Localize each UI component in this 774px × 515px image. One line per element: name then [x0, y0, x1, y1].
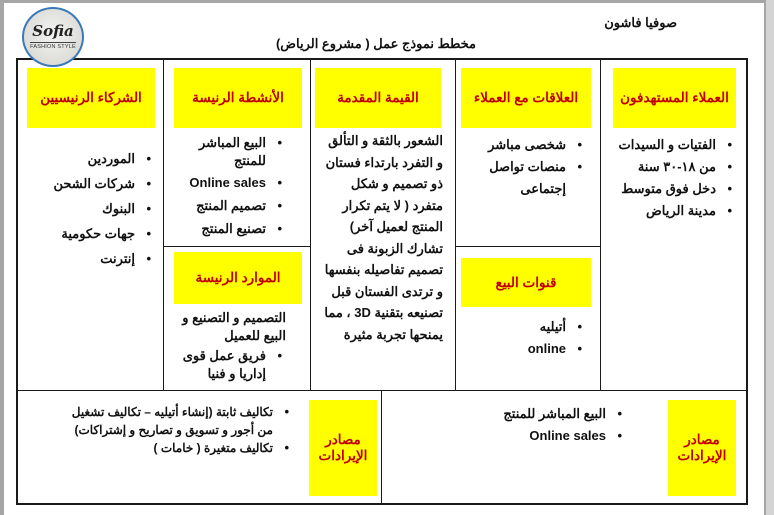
- business-model-canvas: [16, 58, 748, 505]
- key-activities-section: [164, 60, 310, 246]
- window-frame-left: [0, 0, 4, 515]
- channels-list: [476, 316, 586, 360]
- channels-header: قنوات البيع: [461, 258, 591, 307]
- company-name: صوفيا فاشون: [604, 15, 677, 30]
- page-subtitle: مخطط نموذج عمل ( مشروع الرياض): [275, 36, 476, 51]
- list-item: • شخصى مباشر: [476, 134, 586, 156]
- cost-structure-section: [18, 391, 381, 503]
- list-item: • تصنيع المنتج: [176, 220, 286, 238]
- list-item: • البيع المباشر للمنتج: [426, 403, 626, 425]
- list-item: • تصميم المنتج: [176, 197, 286, 215]
- logo-script-text: Sofia: [32, 22, 74, 40]
- list-item: • إنترنت: [30, 246, 155, 271]
- list-item: • البنوك: [30, 196, 155, 221]
- list-item: • تكاليف ثابتة (إنشاء أتيليه – تكاليف تشغيل من أجور و تسويق و تصاريح و إشتراكات): [53, 403, 293, 439]
- list-item: • من ١٨-٣٠ سنة: [608, 156, 736, 178]
- key-resources-list: [174, 347, 286, 383]
- window-frame-right: [764, 0, 774, 515]
- list-item: • online: [476, 338, 586, 360]
- key-activities-header: الأنشطة الرنيسة: [174, 68, 302, 128]
- value-proposition-text: الشعور بالثقة و التألق و التفرد بارتداء فستان ذو تصميم و شكل متفرد ( لا يتم تكرار المنتج لعميل آخر) تشارك الزبونة فى تصميم تفاصيله بنفسها و ترتدى الفستان قبل تصنيعه بتقنية 3D ، مما يمنحها تجربة مثيرة: [324, 133, 443, 342]
- list-item: • شركات الشحن: [30, 171, 155, 196]
- list-item: • فريق عمل قوى إداريا و فنيا: [174, 347, 286, 383]
- revenue-streams-header: مصادر الإيرادات: [668, 400, 736, 496]
- customer-relationships-section: [456, 60, 600, 246]
- key-resources-section: [164, 247, 310, 390]
- customer-relationships-list: [476, 134, 586, 200]
- list-item: • البيع المباشر للمنتج: [176, 134, 286, 170]
- customer-relationships-header: العلاقات مع العملاء: [461, 68, 591, 128]
- channels-section: [456, 247, 600, 390]
- list-item: • منصات تواصل إجتماعى: [476, 156, 586, 200]
- list-item: • Online sales: [426, 425, 626, 447]
- key-partners-header: الشركاء الرنيسيين: [27, 68, 155, 128]
- window-frame-top: [0, 0, 774, 3]
- cost-structure-header: مصادر الإيرادات: [309, 400, 377, 496]
- logo-tagline: FASHION STYLE: [30, 44, 76, 50]
- list-item: • جهات حكومية: [30, 221, 155, 246]
- key-activities-list: [176, 134, 286, 238]
- list-item: • الموردين: [30, 146, 155, 171]
- key-partners-section: [18, 60, 163, 390]
- revenue-streams-list: [426, 403, 626, 447]
- customer-segments-header: العملاء المستهدفون: [613, 68, 736, 128]
- revenue-streams-section: [382, 391, 746, 503]
- list-item: • تكاليف متغيرة ( خامات ): [53, 439, 293, 457]
- list-item: • الفتيات و السيدات: [608, 134, 736, 156]
- list-item: • Online sales: [176, 174, 286, 192]
- list-item: • دخل فوق متوسط: [608, 178, 736, 200]
- list-item: • مدينة الرياض: [608, 200, 736, 222]
- customer-segments-section: [601, 60, 746, 390]
- customer-segments-list: [608, 134, 736, 222]
- value-proposition-header: القيمة المقدمة: [315, 68, 441, 128]
- cost-structure-list: [53, 403, 293, 457]
- value-proposition-section: [311, 60, 455, 390]
- key-partners-list: [30, 146, 155, 271]
- company-logo: [22, 7, 84, 67]
- key-resources-header: الموارد الرنيسة: [174, 252, 302, 304]
- list-item: • أتيليه: [476, 316, 586, 338]
- key-resources-intro: التصميم و التصنيع و البيع للعميل: [182, 310, 286, 343]
